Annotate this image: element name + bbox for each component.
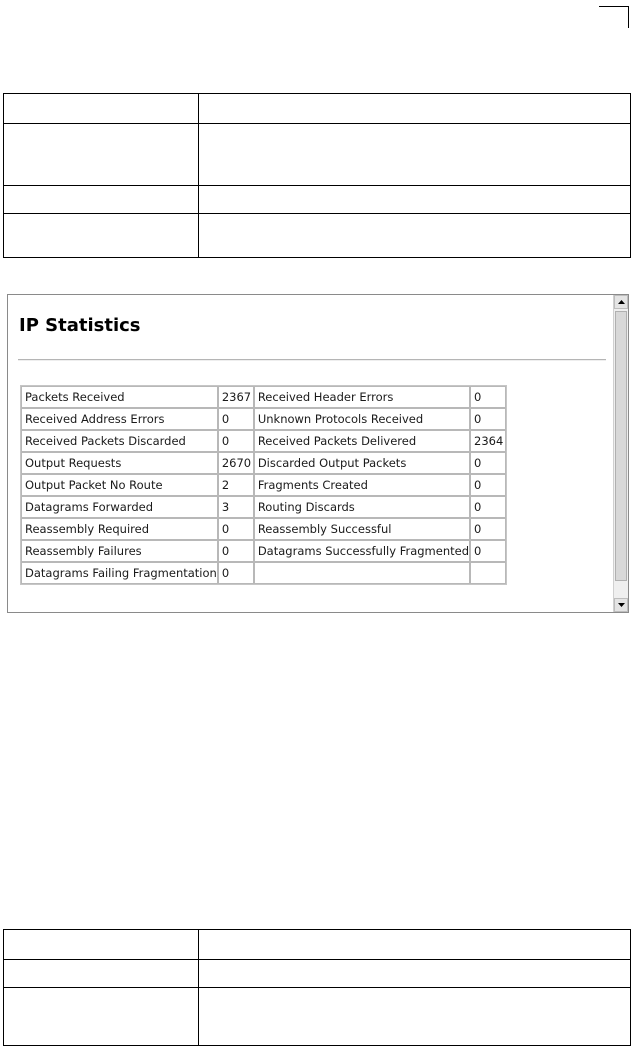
scrollbar-thumb[interactable] — [615, 311, 627, 581]
stat-value: 0 — [218, 562, 254, 584]
stat-label: Reassembly Failures — [21, 540, 218, 562]
stat-label: Discarded Output Packets — [254, 452, 470, 474]
vertical-scrollbar[interactable] — [613, 295, 628, 612]
stat-value: 3 — [218, 496, 254, 518]
stat-label: Received Packets Discarded — [21, 430, 218, 452]
stat-label: Routing Discards — [254, 496, 470, 518]
table-row — [21, 518, 506, 540]
stat-value: 0 — [218, 540, 254, 562]
document-table-top — [3, 93, 631, 258]
stat-value: 2 — [218, 474, 254, 496]
stat-value: 2367 — [218, 386, 254, 408]
table-row — [21, 430, 506, 452]
stat-label: Output Requests — [21, 452, 218, 474]
table-row — [21, 562, 506, 584]
stat-label: Fragments Created — [254, 474, 470, 496]
table-row — [21, 496, 506, 518]
stat-label: Reassembly Successful — [254, 518, 470, 540]
stat-value: 2364 — [470, 430, 506, 452]
stat-value: 0 — [218, 430, 254, 452]
corner-crop-mark — [599, 0, 629, 28]
stat-label: Unknown Protocols Received — [254, 408, 470, 430]
stat-label: Reassembly Required — [21, 518, 218, 540]
stat-value: 0 — [470, 452, 506, 474]
ip-statistics-window — [7, 294, 629, 613]
table-row — [21, 474, 506, 496]
stat-value: 0 — [470, 540, 506, 562]
stat-label: Received Address Errors — [21, 408, 218, 430]
stat-value: 0 — [470, 386, 506, 408]
stat-value: 0 — [218, 518, 254, 540]
stat-label: Received Packets Delivered — [254, 430, 470, 452]
ip-statistics-table — [20, 385, 507, 585]
stat-label: Output Packet No Route — [21, 474, 218, 496]
scroll-up-arrow-icon[interactable] — [614, 295, 628, 309]
stat-value: 0 — [470, 408, 506, 430]
stat-value: 0 — [470, 496, 506, 518]
stat-value: 2670 — [218, 452, 254, 474]
stat-value: 0 — [470, 474, 506, 496]
stat-label: Datagrams Successfully Fragmented — [254, 540, 470, 562]
stat-value: 0 — [218, 408, 254, 430]
stat-label: Datagrams Failing Fragmentation — [21, 562, 218, 584]
stat-value: 0 — [470, 518, 506, 540]
stat-value — [470, 562, 506, 584]
table-row — [21, 386, 506, 408]
document-table-bottom — [3, 929, 631, 1046]
table-row — [21, 452, 506, 474]
scroll-down-arrow-icon[interactable] — [614, 598, 628, 612]
table-row — [21, 540, 506, 562]
stat-label: Datagrams Forwarded — [21, 496, 218, 518]
page-title: IP Statistics — [19, 315, 141, 336]
table-row — [21, 408, 506, 430]
stat-label — [254, 562, 470, 584]
stat-label: Packets Received — [21, 386, 218, 408]
stat-label: Received Header Errors — [254, 386, 470, 408]
